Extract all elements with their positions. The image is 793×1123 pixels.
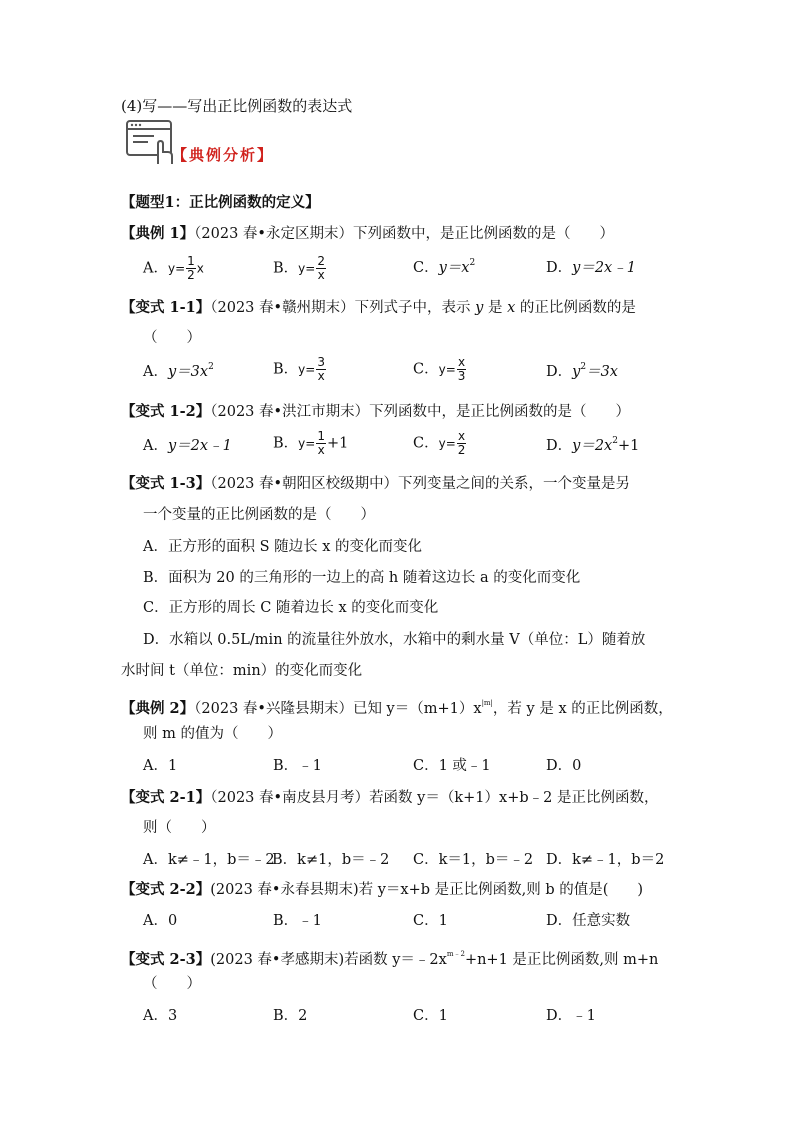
v21-option-d: D．k≠﹣1，b＝2 xyxy=(546,852,665,868)
q1-option-d: D．y＝2x﹣1 xyxy=(546,260,636,276)
v22-option-d: D．任意实数 xyxy=(546,913,631,929)
v13-option-d: D．水箱以 0.5L/min 的流量往外放水，水箱中的剩水量 V（单位：L）随着放 xyxy=(143,632,646,648)
v21-option-c: C．k＝1，b＝﹣2 xyxy=(413,852,534,868)
q1-option-c: C．$y=x^2$ xyxy=(413,258,476,276)
q2-option-a: A．1 xyxy=(143,758,178,774)
v21-option-a: A．k≠﹣1，b＝﹣2 xyxy=(143,852,275,868)
v13-option-b: B．面积为 20 的三角形的一边上的高 h 随着这边长 a 的变化而变化 xyxy=(143,570,581,586)
v13-option-d-cont: 水时间 t（单位：min）的变化而变化 xyxy=(121,663,363,679)
variant-2-1: 【变式 2-1】（2023 春•南皮县月考）若函数 y＝（k+1）x+b﹣2 是正比例函数， xyxy=(121,789,659,806)
analysis-icon xyxy=(124,118,176,166)
v13-option-c: C．正方形的周长 C 随着边长 x 的变化而变化 xyxy=(143,600,439,616)
v12-option-b: B．y= $\frac{1}{x}$ +1 xyxy=(273,429,349,457)
v23-option-c: C．1 xyxy=(413,1008,448,1024)
question-2-cont: 则 m 的值为（ ） xyxy=(143,726,282,742)
variant-1-3-cont: 一个变量的正比例函数的是（ ） xyxy=(143,507,375,523)
variant-1-2: 【变式 1-2】（2023 春•洪江市期末）下列函数中，是正比例函数的是（ ） xyxy=(121,403,631,420)
v23-option-d: D．﹣1 xyxy=(546,1008,596,1024)
v11-option-d: D．$y^2=3x$ xyxy=(546,362,618,380)
v23-option-b: B．2 xyxy=(273,1008,308,1024)
question-2: 【典例 2】（2023 春•兴隆县期末）已知 $y=(m+1)x^{|m|}$，若 y 是 x 的正比例函数， xyxy=(121,699,673,717)
v11-option-c: C．y= $\frac{x}{3}$ xyxy=(413,355,466,383)
q2-option-c: C．1 或﹣1 xyxy=(413,758,491,774)
variant-2-2: 【变式 2-2】(2023 春•永春县期末)若 y＝x+b 是正比例函数,则 b 的值是( ) xyxy=(121,881,644,898)
question-tag: 【典例 1】 xyxy=(121,225,195,242)
question-text: （2023 春•永定区期末）下列函数中，是正比例函数的是（ ） xyxy=(194,226,614,242)
v12-option-c: C．y= $\frac{x}{2}$ xyxy=(413,429,466,457)
v13-option-a: A．正方形的面积 S 随边长 x 的变化而变化 xyxy=(143,539,423,555)
variant-1-3: 【变式 1-3】（2023 春•朝阳区校级期中）下列变量之间的关系，一个变量是另 xyxy=(121,475,631,492)
v22-option-b: B．﹣1 xyxy=(273,913,322,929)
v23-option-a: A．3 xyxy=(143,1008,178,1024)
v12-option-a: A．y＝2x﹣1 xyxy=(143,438,232,454)
step-heading: (4)写——写出正比例函数的表达式 xyxy=(121,97,353,115)
v22-option-c: C．1 xyxy=(413,913,448,929)
variant-2-1-cont: 则（ ） xyxy=(143,820,216,836)
analysis-badge: 【典例分析】 xyxy=(172,146,275,164)
variant-2-3-cont: （ ） xyxy=(143,976,201,992)
q1-option-b: B．y= $\frac{2}{x}$ xyxy=(273,254,325,282)
v11-option-b: B．y= $\frac{3}{x}$ xyxy=(273,355,325,383)
question-1 xyxy=(121,224,614,244)
v12-option-d: D．$y=2x^2+1$ xyxy=(546,436,640,454)
variant-1-1-paren: （ ） xyxy=(143,330,201,346)
q1-option-a: A．y= $\frac{1}{2}$ x xyxy=(143,254,204,282)
v22-option-a: A．0 xyxy=(143,913,178,929)
variant-2-3: 【变式 2-3】(2023 春•孝感期末)若函数 $y=﹣2x^{m﹣2}+n+1$ 是正比例函数,则 m+n xyxy=(121,950,659,968)
v21-option-b: B．k≠1，b＝﹣2 xyxy=(272,852,390,868)
variant-1-1: 【变式 1-1】（2023 春•赣州期末）下列式子中，表示 y 是 x 的正比例函数的是 xyxy=(121,299,636,316)
v11-option-a: A．$y=3x^2$ xyxy=(143,362,214,380)
section-title: 【题型1：正比例函数的定义】 xyxy=(121,194,320,211)
q2-option-b: B．﹣1 xyxy=(273,758,322,774)
q2-option-d: D．0 xyxy=(546,758,582,774)
